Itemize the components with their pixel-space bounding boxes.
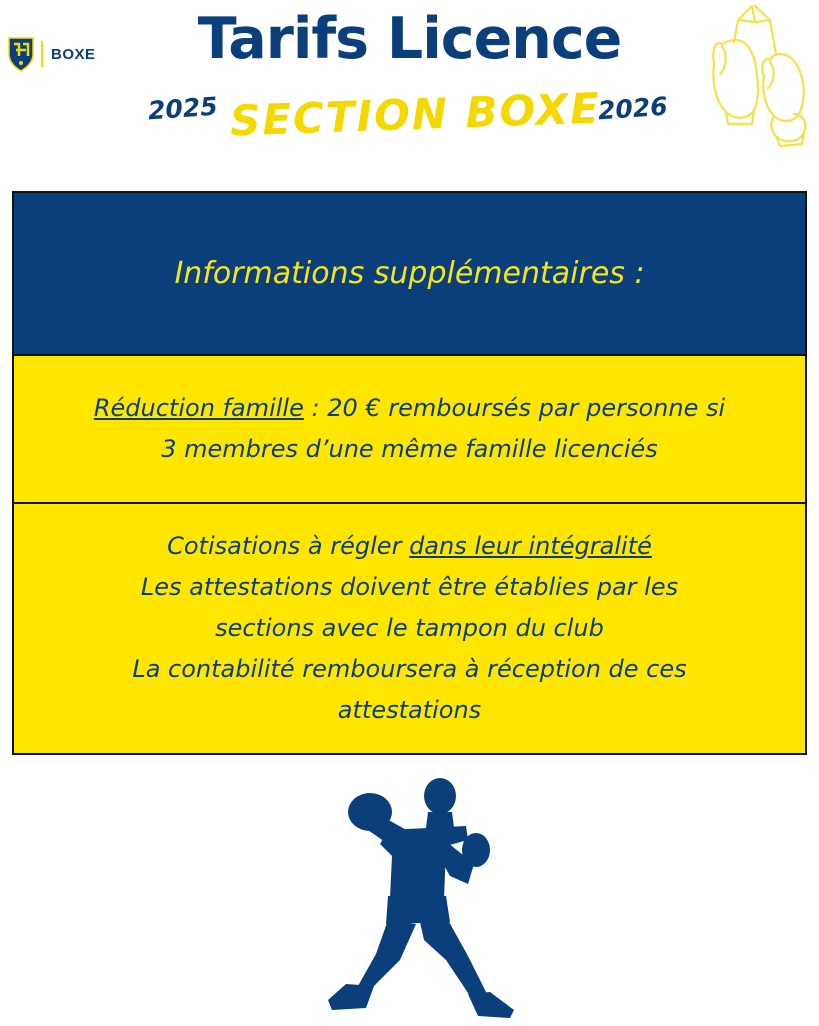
payment-info-text — [132, 526, 686, 731]
boxer-silhouette-icon — [318, 774, 518, 1026]
family-discount-text — [94, 388, 725, 470]
info-header — [14, 193, 805, 356]
family-discount-line2: 3 membres d’une même famille licenciés — [161, 435, 658, 463]
family-discount-row — [14, 356, 805, 504]
year-start: 2025 — [147, 91, 219, 126]
info-heading: Informations supplémentaires : — [174, 256, 645, 291]
page-title: Tarifs Licence — [197, 6, 622, 72]
payment-line1-prefix: Cotisations à régler — [167, 532, 410, 560]
family-discount-label: Réduction famille — [93, 394, 304, 422]
info-table — [12, 191, 807, 755]
year-end: 2026 — [597, 91, 669, 126]
logo-text: BOXE — [51, 45, 96, 63]
payment-line5: attestations — [337, 696, 482, 724]
payment-line3: sections avec le tampon du club — [215, 614, 604, 642]
payment-line1-underlined: dans leur intégralité — [409, 532, 652, 560]
payment-line2: Les attestations doivent être établies par les — [140, 573, 679, 601]
section-subtitle: SECTION BOXE — [229, 83, 602, 146]
family-discount-line1: : 20 € remboursés par personne si — [303, 394, 726, 422]
boxing-gloves-icon — [700, 2, 812, 152]
payment-info-row — [14, 504, 805, 753]
payment-line4: La contabilité remboursera à réception de ces — [132, 655, 687, 683]
